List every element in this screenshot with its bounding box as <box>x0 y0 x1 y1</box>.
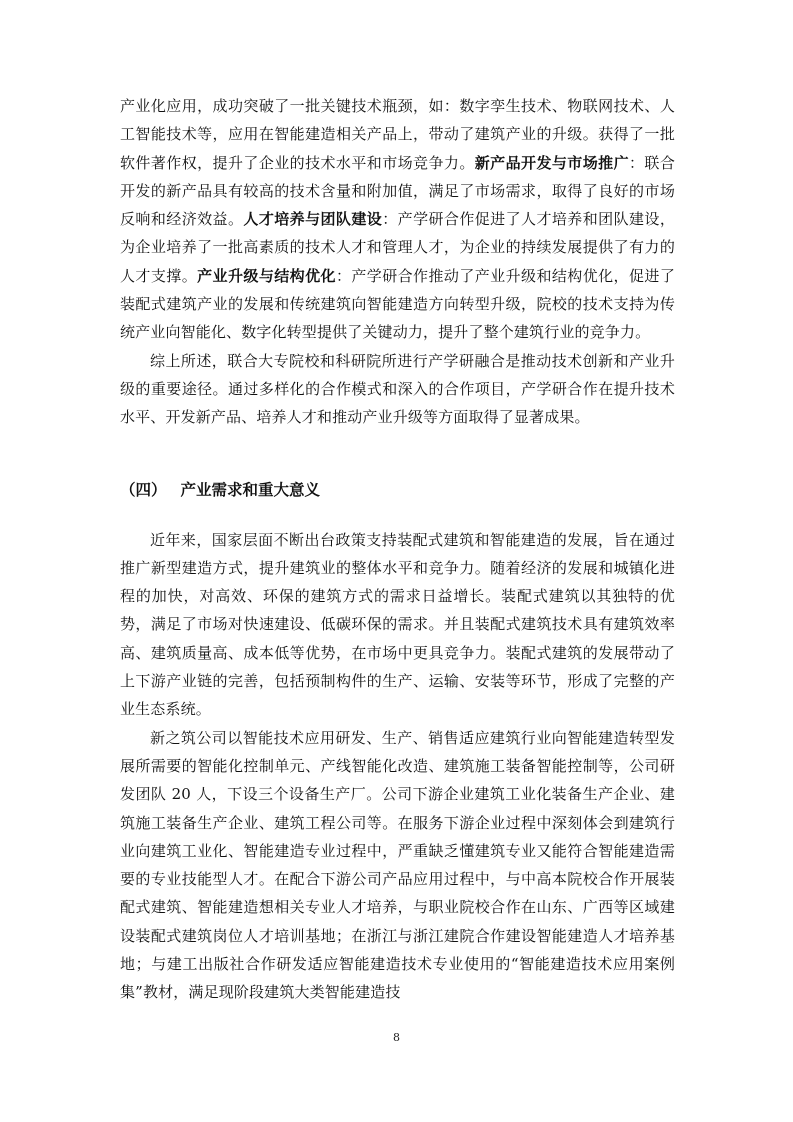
document-page <box>120 92 675 1007</box>
bold-term-talent: 人才培养与团队建设 <box>243 210 383 229</box>
page-number: 8 <box>393 1031 400 1044</box>
section-number: （四） <box>120 480 167 499</box>
bold-term-industry-upgrade: 产业升级与结构优化 <box>197 266 336 285</box>
paragraph-text: ：产学研合作推动了产业升级和结构优化，促进了装配式建筑产业的发展和传统建筑向智能建造方向转型升级，院校的技术支持为传统产业向智能化、数字化转型提供了关键动力，提升了整个建筑行业的竞争力。 <box>120 266 675 342</box>
paragraph-text: ：联合开发的新产品具有较高的技术含量和附加值，满足了市场需求，取得了良好的市场反响和经济效益。 <box>120 153 675 229</box>
section-title: 产业需求和重大意义 <box>180 480 321 499</box>
bold-term-new-product: 新产品开发与市场推广 <box>474 153 629 172</box>
paragraph-achievements <box>120 92 675 347</box>
paragraph-company: 新之筑公司以智能技术应用研发、生产、销售适应建筑行业向智能建造转型发展所需要的智能化控制单元、产线智能化改造、建筑施工装备智能控制等，公司研发团队 20 人，下设三个设备生产厂。公司下游企业建筑工业化装备生产企业、建筑施工装备生产企业、建筑工程公司等。在服务下游企业过程中深刻体会到建筑行业向建筑工业化、智能建造专业过程中，严重缺乏懂建筑专业又能符合智能建造需要的专业技能型人才。在配合下游公司产品应用过程中，与中高本院校合作开展装配式建筑、智能建造想相关专业人才培养，与职业院校合作在山东、广西等区域建设装配式建筑岗位人才培训基地；在浙江与浙江建院合作建设智能建造人才培养基地；与建工出版社合作研发适应智能建造技术专业使用的“智能建造技术应用案例集”教材，满足现阶段建筑大类智能建造技 <box>120 728 675 1002</box>
paragraph-text: 产业化应用，成功突破了一批关键技术瓶颈，如：数字孪生技术、物联网技术、人工智能技术等，应用在智能建造相关产品上，带动了建筑产业的升级。获得了一批软件著作权，提升了企业的技术水平和市场竞争力。 <box>120 97 675 172</box>
paragraph-industry-demand: 近年来，国家层面不断出台政策支持装配式建筑和智能建造的发展，旨在通过推广新型建造方式，提升建筑业的整体水平和竞争力。随着经济的发展和城镇化进程的加快，对高效、环保的建筑方式的需求日益增长。装配式建筑以其独特的优势，满足了市场对快速建设、低碳环保的需求。并且装配式建筑技术具有建筑效率高、建筑质量高、成本低等优势，在市场中更具竞争力。装配式建筑的发展带动了上下游产业链的完善，包括预制构件的生产、运输、安装等环节，形成了完整的产业生态系统。 <box>120 530 675 719</box>
paragraph-summary: 综上所述，联合大专院校和科研院所进行产学研融合是推动技术创新和产业升级的重要途径。通过多样化的合作模式和深入的合作项目，产学研合作在提升技术水平、开发新产品、培养人才和推动产业升级等方面取得了显著成果。 <box>120 351 675 427</box>
section-heading <box>120 476 675 504</box>
paragraph-text: ：产学研合作促进了人才培养和团队建设，为企业培养了一批高素质的技术人才和管理人才，为企业的持续发展提供了有力的人才支撑。 <box>120 210 675 285</box>
